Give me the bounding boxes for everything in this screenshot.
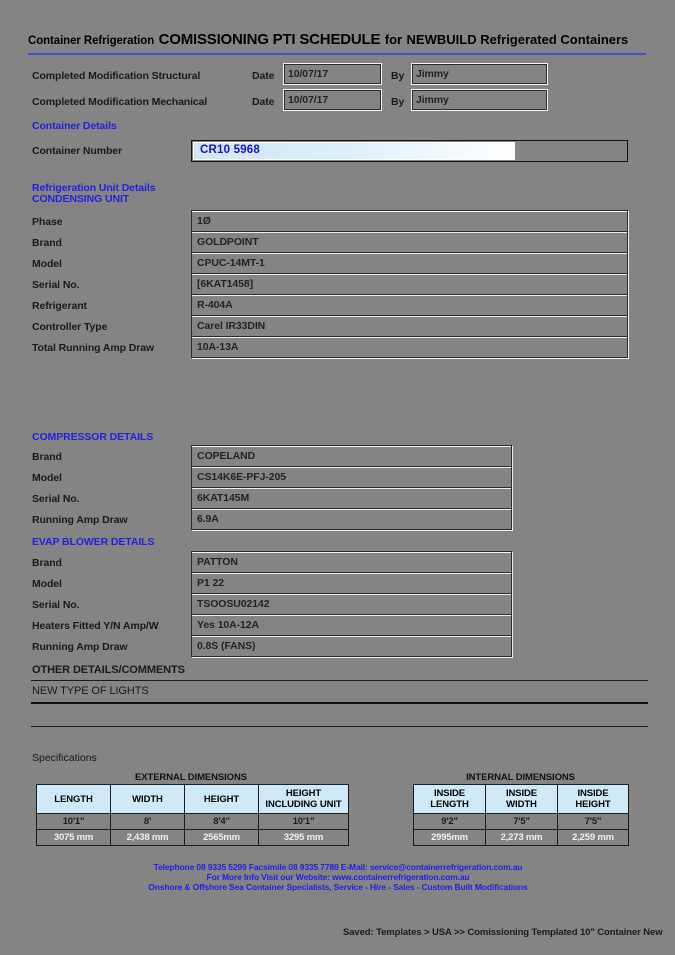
section-title-condensing-unit: CONDENSING UNIT: [32, 193, 130, 205]
external-dimensions-caption: EXTERNAL DIMENSIONS: [135, 772, 247, 783]
internal-header-width-l2: WIDTH: [506, 799, 537, 810]
external-hiu-imperial: 10'1": [259, 814, 349, 830]
cond-label-brand: Brand: [32, 237, 62, 249]
schedule-title: COMISSIONING PTI SCHEDULE: [158, 31, 381, 48]
external-header-width-l1: WIDTH: [132, 793, 163, 805]
modification-structural-label: [32, 70, 200, 82]
document-header-title: [28, 30, 648, 52]
internal-header-inside-width: [486, 785, 558, 814]
internal-width-metric: 2,273 mm: [486, 830, 558, 846]
cond-field-model[interactable]: [192, 253, 627, 274]
external-height-imperial: 8'4": [185, 814, 259, 830]
by-value-mechanical: Jimmy: [416, 94, 449, 106]
internal-dimensions-table: [413, 784, 629, 846]
modification-structural-label-text: Completed Modification: [32, 70, 149, 82]
cond-label-amp-draw: Total Running Amp Draw: [32, 342, 155, 354]
specifications-title: Specifications: [32, 752, 97, 764]
internal-imperial-row: [414, 814, 629, 830]
by-value-structural: Jimmy: [416, 68, 449, 80]
cond-value-controller: Carel IR33DIN: [197, 320, 266, 332]
external-header-height-l1: HEIGHT: [203, 793, 240, 805]
cond-value-phase: 1Ø: [197, 215, 211, 227]
evap-field-serial[interactable]: [192, 594, 511, 615]
comp-field-amp-draw[interactable]: [192, 509, 511, 530]
container-number-value: CR10 5968: [200, 144, 260, 156]
cond-field-controller[interactable]: [192, 316, 627, 337]
external-table-header-row: [37, 785, 349, 814]
evap-value-amp-draw: 0.8S (FANS): [197, 640, 256, 652]
comp-field-brand[interactable]: [192, 446, 511, 467]
other-details-comment-1[interactable]: NEW TYPE OF LIGHTS: [32, 685, 149, 697]
cond-value-refrigerant: R-404A: [197, 299, 233, 311]
comp-label-model: Model: [32, 472, 62, 484]
section-title-other-details: OTHER DETAILS/COMMENTS: [32, 664, 185, 676]
cond-value-amp-draw: 10A-13A: [197, 341, 239, 353]
comp-label-serial: Serial No.: [32, 493, 80, 505]
evap-value-brand: PATTON: [197, 556, 238, 568]
modification-mechanical-label-text: Completed Modification: [32, 96, 149, 108]
compressor-fields: [191, 445, 512, 530]
container-number-highlight: [193, 142, 515, 160]
footer-services-line: Onshore & Offshore Sea Container Specialists, Service - Hire - Sales - Custom Built Modifications: [148, 882, 528, 892]
evap-label-amp-draw: Running Amp Draw: [32, 641, 128, 653]
internal-length-metric: 2995mm: [414, 830, 486, 846]
cond-value-serial: [6KAT1458]: [197, 278, 253, 290]
comp-value-amp-draw: 6.9A: [197, 513, 219, 525]
internal-header-inside-length: [414, 785, 486, 814]
comp-label-amp-draw: Running Amp Draw: [32, 514, 128, 526]
external-width-metric: 2,438 mm: [111, 830, 185, 846]
date-field-structural[interactable]: [283, 63, 382, 85]
comp-label-brand: Brand: [32, 451, 62, 463]
section-title-refrigeration-unit: Refrigeration Unit Details: [32, 182, 156, 194]
container-number-label: Container Number: [32, 145, 122, 157]
external-header-length-l1: LENGTH: [54, 793, 93, 805]
external-header-height-incl-unit: [259, 785, 349, 814]
evap-field-amp-draw[interactable]: [192, 636, 511, 657]
container-number-field[interactable]: [191, 140, 628, 162]
footer-website-line: For More Info Visit our Website: www.containerrefrigeration.com.au: [206, 872, 470, 882]
evap-value-heaters: Yes 10A-12A: [197, 619, 259, 631]
comp-value-serial: 6KAT145M: [197, 492, 250, 504]
by-label-structural: By: [391, 70, 405, 82]
cond-label-refrigerant: Refrigerant: [32, 300, 87, 312]
internal-header-height-l1: INSIDE: [577, 788, 609, 799]
date-label-mechanical: Date: [252, 96, 275, 108]
internal-header-height-l2: HEIGHT: [575, 799, 611, 810]
comp-value-brand: COPELAND: [197, 450, 256, 462]
section-title-container-details: Container Details: [32, 120, 117, 132]
internal-header-length-l2: LENGTH: [430, 799, 469, 810]
comp-value-model: CS14K6E-PFJ-205: [197, 471, 286, 483]
internal-height-metric: 2,259 mm: [558, 830, 629, 846]
cond-field-brand[interactable]: [192, 232, 627, 253]
cond-value-model: CPUC-14MT-1: [197, 257, 265, 269]
internal-dimensions-caption: INTERNAL DIMENSIONS: [466, 772, 575, 783]
date-value-structural: 10/07/17: [288, 68, 329, 80]
saved-path-label: Saved: Templates > USA >> Comissioning Templated 10" Container New: [343, 927, 663, 938]
cond-label-model: Model: [32, 258, 62, 270]
title-divider: [28, 53, 646, 55]
external-header-hiu-l1: HEIGHT: [285, 788, 322, 799]
external-imperial-row: [37, 814, 349, 830]
external-header-width: [111, 785, 185, 814]
evap-field-model[interactable]: [192, 573, 511, 594]
internal-header-width-l1: INSIDE: [505, 788, 538, 799]
external-dimensions-table: [36, 784, 349, 846]
cond-label-serial: Serial No.: [32, 279, 80, 291]
internal-length-imperial: 9'2": [414, 814, 486, 830]
title-subject: NEWBUILD Refrigerated Containers: [406, 32, 629, 47]
form-sheet: [28, 30, 663, 938]
date-value-mechanical: 10/07/17: [288, 94, 329, 106]
other-details-rule-2: [31, 702, 648, 704]
internal-table-header-row: [414, 785, 629, 814]
cond-field-phase[interactable]: [192, 211, 627, 232]
comp-field-serial[interactable]: [192, 488, 511, 509]
external-length-metric: 3075 mm: [37, 830, 111, 846]
cond-label-controller: Controller Type: [32, 321, 108, 333]
condensing-unit-fields: [191, 210, 628, 358]
internal-metric-row: [414, 830, 629, 846]
evap-label-model: Model: [32, 578, 62, 590]
internal-header-inside-height: [558, 785, 629, 814]
company-name: Container Refrigeration: [28, 35, 155, 47]
internal-height-imperial: 7'5": [558, 814, 629, 830]
modification-mechanical-label-italic: Mechanical: [151, 96, 208, 108]
cond-field-refrigerant[interactable]: [192, 295, 627, 316]
by-field-mechanical[interactable]: [411, 89, 548, 111]
external-header-length: [37, 785, 111, 814]
evap-value-model: P1 22: [197, 577, 224, 589]
modification-structural-label-italic: Structural: [151, 70, 201, 82]
title-connector: for: [384, 32, 403, 47]
date-label-structural: Date: [252, 70, 275, 82]
date-field-mechanical[interactable]: [283, 89, 382, 111]
section-title-compressor: COMPRESSOR DETAILS: [32, 431, 154, 443]
evap-label-brand: Brand: [32, 557, 62, 569]
external-hiu-metric: 3295 mm: [259, 830, 349, 846]
evap-label-heaters: Heaters Fitted Y/N Amp/W: [32, 620, 159, 632]
evap-blower-fields: [191, 551, 512, 657]
cond-value-brand: GOLDPOINT: [197, 236, 259, 248]
evap-field-brand[interactable]: [192, 552, 511, 573]
external-height-metric: 2565mm: [185, 830, 259, 846]
by-label-mechanical: By: [391, 96, 405, 108]
cond-field-serial[interactable]: [192, 274, 627, 295]
internal-width-imperial: 7'5": [486, 814, 558, 830]
evap-field-heaters[interactable]: [192, 615, 511, 636]
cond-field-amp-draw[interactable]: [192, 337, 627, 358]
cond-label-phase: Phase: [32, 216, 63, 228]
modification-mechanical-label: [32, 96, 207, 108]
external-header-hiu-l2: INCLUDING UNIT: [265, 799, 342, 810]
footer-contact-line: Telephone 08 9335 5299 Facsimile 08 9335 7789 E-Mail: service@containerrefrigeration.com.au: [153, 862, 523, 872]
evap-value-serial: TSOOSU02142: [197, 598, 270, 610]
other-details-rule-1: [31, 680, 648, 681]
external-width-imperial: 8': [111, 814, 185, 830]
comp-field-model[interactable]: [192, 467, 511, 488]
section-title-evap-blower: EVAP BLOWER DETAILS: [32, 536, 155, 548]
internal-header-length-l1: INSIDE: [433, 788, 466, 799]
external-header-height: [185, 785, 259, 814]
external-length-imperial: 10'1": [37, 814, 111, 830]
external-metric-row: [37, 830, 349, 846]
other-details-rule-3: [31, 726, 648, 727]
evap-label-serial: Serial No.: [32, 599, 80, 611]
by-field-structural[interactable]: [411, 63, 548, 85]
